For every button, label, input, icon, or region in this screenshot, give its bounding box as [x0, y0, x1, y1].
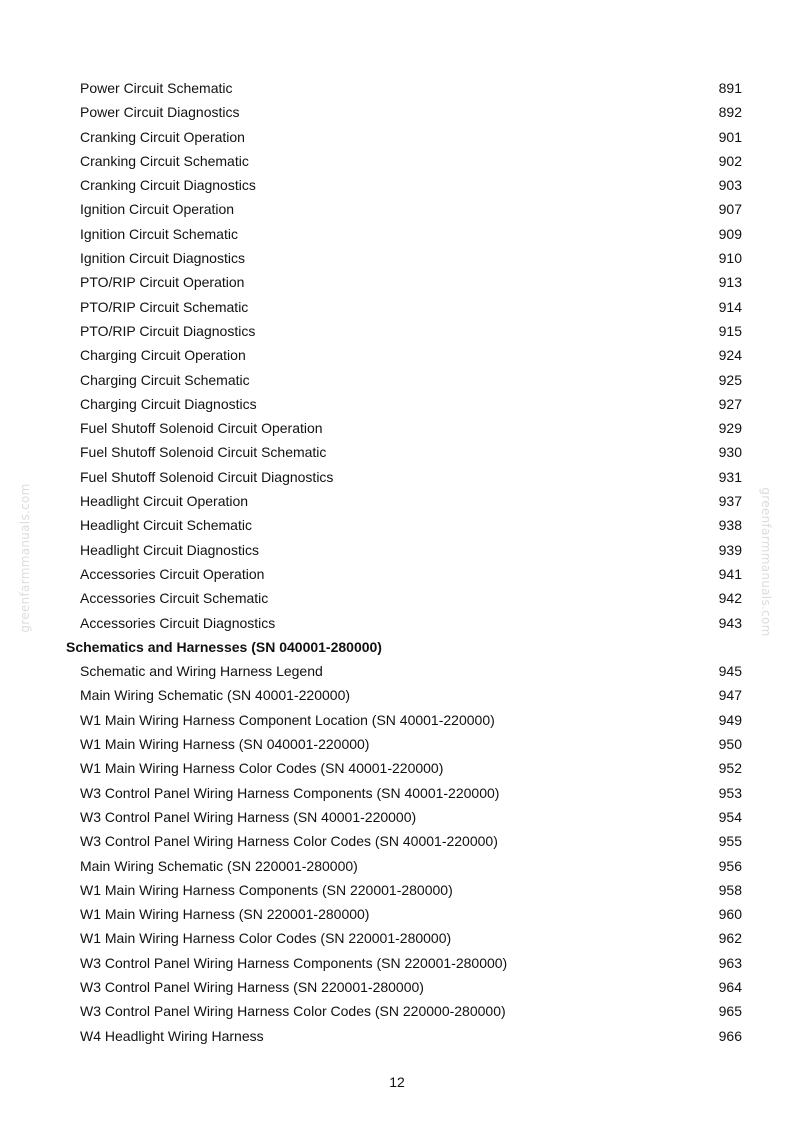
toc-entry-title: PTO/RIP Circuit Schematic: [80, 298, 249, 315]
toc-entry-page-number: 924: [718, 347, 742, 364]
toc-entry-page-number: 910: [718, 250, 742, 267]
toc-entry-page-number: 938: [718, 517, 742, 534]
toc-entry-title: Charging Circuit Diagnostics: [80, 395, 257, 412]
toc-entry-title: W3 Control Panel Wiring Harness Color Codes (SN 40001-220000): [80, 833, 498, 850]
toc-entry-page-number: 914: [718, 298, 742, 315]
toc-entry[interactable]: [0, 149, 794, 173]
toc-entry-title: Schematic and Wiring Harness Legend: [80, 663, 323, 680]
toc-entry[interactable]: [0, 173, 794, 197]
toc-entry-page-number: 954: [718, 808, 742, 825]
toc-entry-title: W1 Main Wiring Harness (SN 040001-220000): [80, 736, 370, 753]
watermark-left: greenfarmmanuals.com: [18, 483, 32, 633]
toc-entry-title: Main Wiring Schematic (SN 40001-220000): [80, 687, 351, 704]
toc-entry-title: W1 Main Wiring Harness Component Location (SN 40001-220000): [80, 711, 495, 728]
toc-entry-page-number: 915: [718, 322, 742, 339]
toc-entry[interactable]: [0, 270, 794, 294]
toc-entry-page-number: 960: [718, 906, 742, 923]
toc-entry[interactable]: [0, 416, 794, 440]
toc-entry[interactable]: [0, 513, 794, 537]
toc-entry-page-number: 947: [718, 687, 742, 704]
page-number: 12: [389, 1074, 405, 1090]
toc-entry[interactable]: [0, 732, 794, 756]
toc-entry-title: Ignition Circuit Diagnostics: [80, 250, 245, 267]
toc-entry-title: Cranking Circuit Diagnostics: [80, 177, 256, 194]
toc-entry-page-number: 891: [718, 80, 742, 96]
toc-entry-title: Accessories Circuit Schematic: [80, 590, 269, 607]
toc-entry-title: Cranking Circuit Operation: [80, 128, 245, 145]
toc-entry-page-number: 953: [718, 784, 742, 801]
toc-entry[interactable]: [0, 562, 794, 586]
toc-entry-page-number: 942: [718, 590, 742, 607]
toc-entry[interactable]: [0, 440, 794, 464]
toc-entry-page-number: 955: [718, 833, 742, 850]
toc-entry-page-number: 956: [718, 857, 742, 874]
toc-entry[interactable]: [0, 197, 794, 221]
toc-entry-title: Accessories Circuit Operation: [80, 565, 265, 582]
toc-entry[interactable]: [0, 489, 794, 513]
toc-entry-page-number: 927: [718, 395, 742, 412]
toc-entry-page-number: 907: [718, 201, 742, 218]
toc-entry-page-number: 892: [718, 104, 742, 121]
toc-entry-page-number: 939: [718, 541, 742, 558]
toc-entry-page-number: 945: [718, 663, 742, 680]
toc-entry-page-number: 964: [718, 978, 742, 995]
toc-entry[interactable]: [0, 586, 794, 610]
toc-entry-page-number: 930: [718, 444, 742, 461]
toc-entry-page-number: 943: [718, 614, 742, 631]
toc-entry[interactable]: [0, 465, 794, 489]
toc-entry-page-number: 952: [718, 760, 742, 777]
toc-entry-title: W3 Control Panel Wiring Harness Color Codes (SN 220000-280000): [80, 1003, 506, 1020]
toc-entry-page-number: 958: [718, 881, 742, 898]
toc-entry[interactable]: [0, 805, 794, 829]
toc-entry-title: W3 Control Panel Wiring Harness Components (SN 40001-220000): [80, 784, 500, 801]
toc-entry[interactable]: [0, 659, 794, 683]
toc-entry-page-number: 913: [718, 274, 742, 291]
toc-entry[interactable]: [0, 975, 794, 999]
toc-entry-page-number: 901: [718, 128, 742, 145]
toc-entry-page-number: 937: [718, 493, 742, 510]
toc-entry-page-number: 966: [718, 1027, 742, 1044]
toc-section-heading[interactable]: [0, 635, 794, 659]
toc-entry[interactable]: [0, 222, 794, 246]
toc-entry-page-number: 965: [718, 1003, 742, 1020]
toc-entry-title: W3 Control Panel Wiring Harness (SN 40001-220000): [80, 808, 417, 825]
toc-entry-page-number: 925: [718, 371, 742, 388]
toc-entry-title: W4 Headlight Wiring Harness: [80, 1027, 264, 1044]
toc-entry[interactable]: [0, 538, 794, 562]
toc-entry[interactable]: [0, 756, 794, 780]
toc-entry[interactable]: [0, 708, 794, 732]
toc-entry[interactable]: [0, 781, 794, 805]
toc-entry[interactable]: [0, 100, 794, 124]
toc-entry[interactable]: [0, 926, 794, 950]
toc-entry-title: Charging Circuit Operation: [80, 347, 246, 364]
toc-entry-title: W3 Control Panel Wiring Harness (SN 220001-280000): [80, 978, 424, 995]
toc-entry-title: Power Circuit Schematic: [80, 80, 233, 96]
toc-entry-title: Headlight Circuit Diagnostics: [80, 541, 259, 558]
toc-entry[interactable]: [0, 999, 794, 1023]
toc-entry[interactable]: [0, 683, 794, 707]
toc-entry[interactable]: [0, 1024, 794, 1048]
toc-section-title: Schematics and Harnesses (SN 040001-280000): [66, 638, 382, 655]
toc-entry-title: Fuel Shutoff Solenoid Circuit Operation: [80, 420, 323, 437]
toc-entry-page-number: 909: [718, 225, 742, 242]
toc-entry[interactable]: [0, 125, 794, 149]
toc-entry[interactable]: [0, 343, 794, 367]
toc-entry-page-number: 941: [718, 565, 742, 582]
toc-entry-title: Power Circuit Diagnostics: [80, 104, 240, 121]
toc-entry[interactable]: [0, 829, 794, 853]
toc-entry-title: W1 Main Wiring Harness Color Codes (SN 220001-280000): [80, 930, 452, 947]
toc-entry-title: Ignition Circuit Operation: [80, 201, 235, 218]
toc-entry-page-number: 902: [718, 152, 742, 169]
toc-entry[interactable]: [0, 368, 794, 392]
toc-entry[interactable]: [0, 854, 794, 878]
toc-entry-title: Accessories Circuit Diagnostics: [80, 614, 276, 631]
toc-entry-title: W3 Control Panel Wiring Harness Components (SN 220001-280000): [80, 954, 508, 971]
toc-entry[interactable]: [0, 902, 794, 926]
toc-entry-title: Main Wiring Schematic (SN 220001-280000): [80, 857, 358, 874]
toc-entry-page-number: 950: [718, 736, 742, 753]
toc-entry-title: Charging Circuit Schematic: [80, 371, 250, 388]
toc-entry-title: W1 Main Wiring Harness Components (SN 220001-280000): [80, 881, 453, 898]
toc-entry-title: PTO/RIP Circuit Diagnostics: [80, 322, 256, 339]
toc-entry-page-number: 963: [718, 954, 742, 971]
toc-entry-title: Headlight Circuit Operation: [80, 493, 249, 510]
toc-entry[interactable]: [0, 878, 794, 902]
toc-entry-page-number: 903: [718, 177, 742, 194]
toc-entry-page-number: 962: [718, 930, 742, 947]
toc-entry-page-number: 949: [718, 711, 742, 728]
toc-entry-title: Headlight Circuit Schematic: [80, 517, 252, 534]
toc-entry-title: Fuel Shutoff Solenoid Circuit Diagnostics: [80, 468, 334, 485]
toc-entry-title: PTO/RIP Circuit Operation: [80, 274, 245, 291]
toc-entry-title: Ignition Circuit Schematic: [80, 225, 238, 242]
toc-entry[interactable]: [0, 319, 794, 343]
watermark-right: greenfarmmanuals.com: [759, 487, 773, 637]
toc-entry-page-number: 931: [718, 468, 742, 485]
toc-entry-title: Cranking Circuit Schematic: [80, 152, 249, 169]
toc-entry-title: Fuel Shutoff Solenoid Circuit Schematic: [80, 444, 327, 461]
toc-entry[interactable]: [0, 951, 794, 975]
toc-entry[interactable]: [0, 392, 794, 416]
table-of-contents: [0, 76, 794, 1048]
toc-entry[interactable]: [0, 295, 794, 319]
toc-entry-title: W1 Main Wiring Harness (SN 220001-280000): [80, 906, 370, 923]
toc-entry-page-number: 929: [718, 420, 742, 437]
toc-entry[interactable]: [0, 611, 794, 635]
toc-entry-title: W1 Main Wiring Harness Color Codes (SN 40001-220000): [80, 760, 444, 777]
toc-entry[interactable]: [0, 76, 794, 100]
toc-entry[interactable]: [0, 246, 794, 270]
